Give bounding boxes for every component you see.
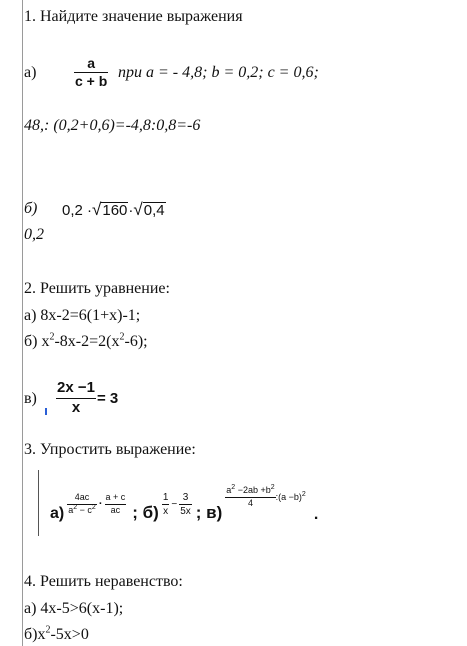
task3-end-dot: . — [313, 506, 319, 523]
task3-c-tail: :(a −b)$^2$ — [275, 491, 306, 502]
task3-a-fraction2: $\frac{a + c}{ac}$ — [105, 491, 126, 515]
expr-dot: · — [128, 202, 134, 219]
task1-a-fraction — [74, 56, 108, 90]
task3-a-label: а) — [50, 505, 65, 522]
task1-a-label: а) — [24, 64, 37, 81]
task2-a-equation: а) 8x-2=6(1+x)-1; — [24, 307, 141, 324]
task3-expressions — [50, 484, 318, 524]
expr-coefficient: 0,2 · — [62, 202, 93, 219]
task2-heading: 2. Решить уравнение: — [24, 280, 170, 297]
task3-separator-b: ; б) — [132, 503, 159, 522]
task1-a-solution: 48,: (0,2+0,6)=-4,8:0,8=-6 — [24, 117, 201, 134]
task1-b-answer: 0,2 — [24, 226, 44, 243]
page-margin-line — [22, 0, 23, 646]
multiply-dot: · — [98, 498, 103, 510]
cursor-mark — [45, 408, 47, 415]
task3-a-fraction1: $\frac{4ac}{a^2 - c^2}$ — [68, 491, 96, 515]
sqrt-0-4: √ 0,4 — [133, 200, 165, 219]
task4-heading: 4. Решить неравенство: — [24, 573, 183, 590]
fraction-denominator: c + b — [75, 73, 108, 90]
task1-b-label: б) — [24, 200, 38, 217]
task2-c-label: в) — [24, 390, 37, 407]
minus-sign: − — [171, 498, 178, 510]
task1-b-expression — [62, 202, 166, 220]
fraction-numerator: 2x −1 — [57, 379, 95, 396]
task3-box-border — [38, 470, 39, 536]
task4-a-inequality: а) 4x-5>6(x-1); — [24, 600, 124, 617]
task1-heading: 1. Найдите значение выражения — [24, 8, 243, 25]
task3-heading: 3. Упростить выражение: — [24, 441, 196, 458]
task3-b-fraction2: $\frac{3}{5x}$ — [180, 491, 191, 517]
task2-c-equation — [56, 380, 118, 416]
task3-separator-c: ; в) — [195, 503, 223, 522]
task2-b-equation: б) $x^2-8x-2=2(x^2-6)$; — [24, 331, 148, 350]
sqrt-160: √ 160 — [92, 200, 128, 219]
fraction-numerator: a — [87, 55, 96, 71]
equation-rhs: = 3 — [96, 389, 119, 407]
fraction-denominator: x — [71, 398, 81, 416]
task3-b-fraction1: $\frac{1}{x}$ — [162, 491, 169, 517]
task4-b-inequality: $б)x^2-5x>0$ — [24, 624, 89, 643]
task1-a-condition: при a = - 4,8; b = 0,2; c = 0,6; — [118, 64, 319, 81]
task3-c-fraction: $\frac{a^2 -2ab +b^2}{4}$ — [226, 483, 275, 508]
